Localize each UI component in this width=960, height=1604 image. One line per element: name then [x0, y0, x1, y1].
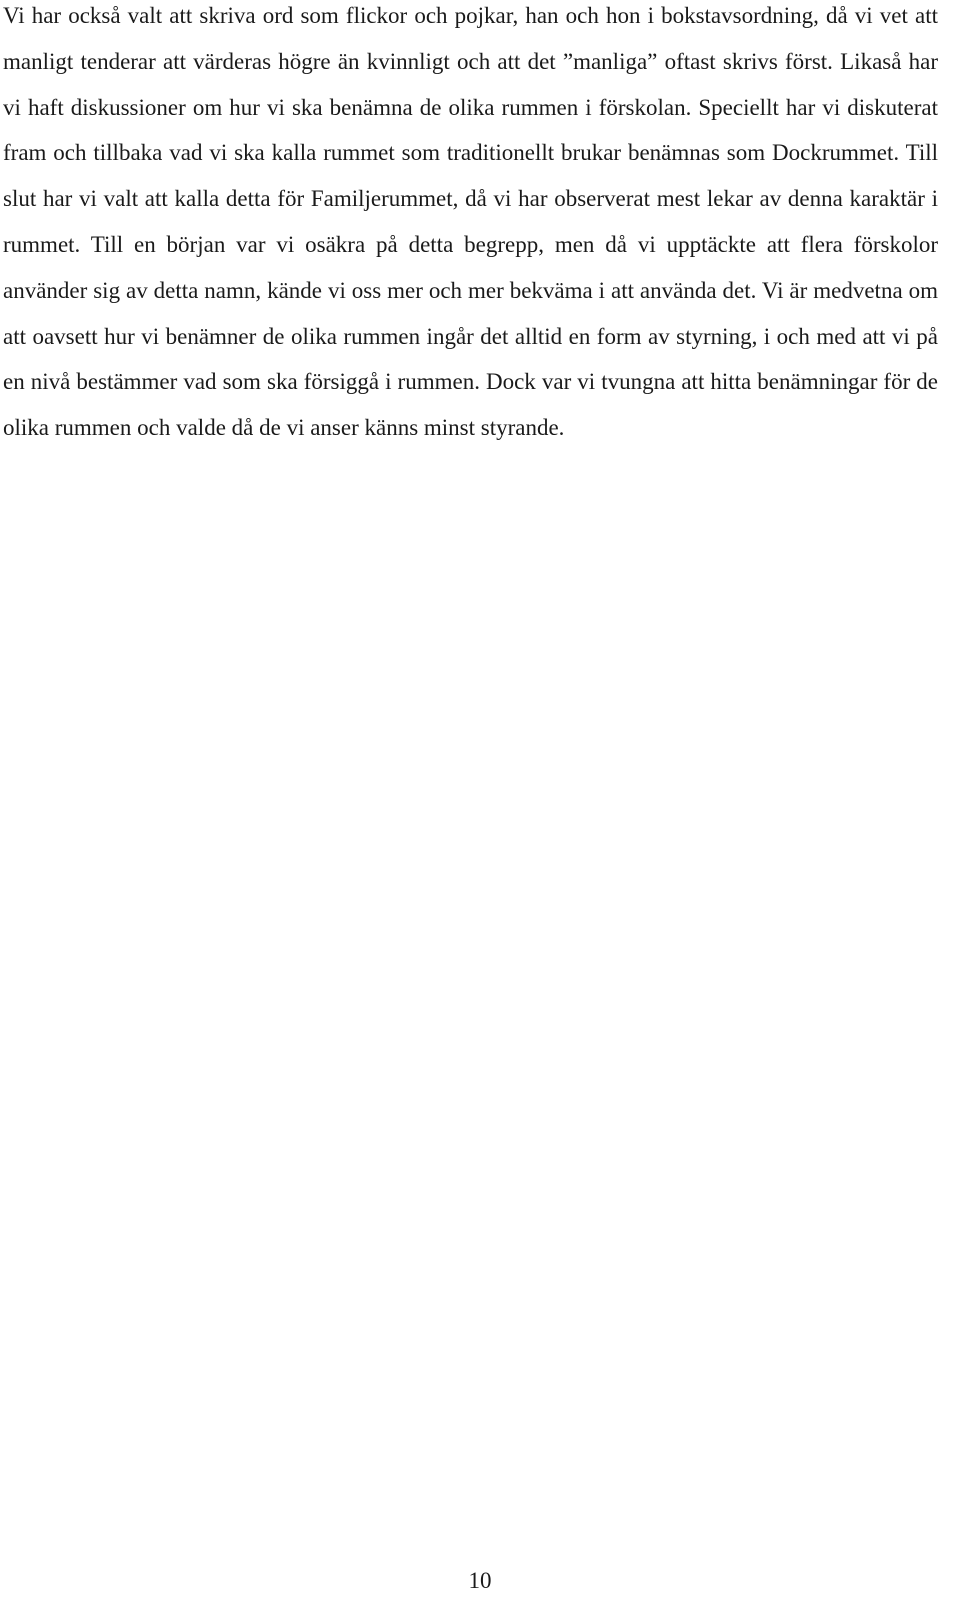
page-number: 10 [468, 1568, 492, 1593]
body-paragraph: Vi har också valt att skriva ord som flickor och pojkar, han och hon i bokstavsordning, då vi vet att manligt tenderar att värderas högre än kvinnligt och att det ”manliga” oftast skrivs först. Likaså har vi haft diskussioner om hur vi ska benämna de olika rummen i förskolan. Speciellt har vi diskuterat fram och tillbaka vad vi ska kalla rummet som traditionellt brukar benämnas som Dockrummet. Till slut har vi valt att kalla detta för Familjerummet, då vi har observerat mest lekar av denna karaktär i rummet. Till en början var vi osäkra på detta begrepp, men då vi upptäckte att flera förskolor använder sig av detta namn, kände vi oss mer och mer bekväma i att använda det. Vi är medvetna om att oavsett hur vi benämner de olika rummen ingår det alltid en form av styrning, i och med att vi på en nivå bestämmer vad som ska försiggå i rummen. Dock var vi tvungna att hitta benämningar för de olika rummen och valde då de vi anser känns minst styrande. [3, 3, 938, 441]
